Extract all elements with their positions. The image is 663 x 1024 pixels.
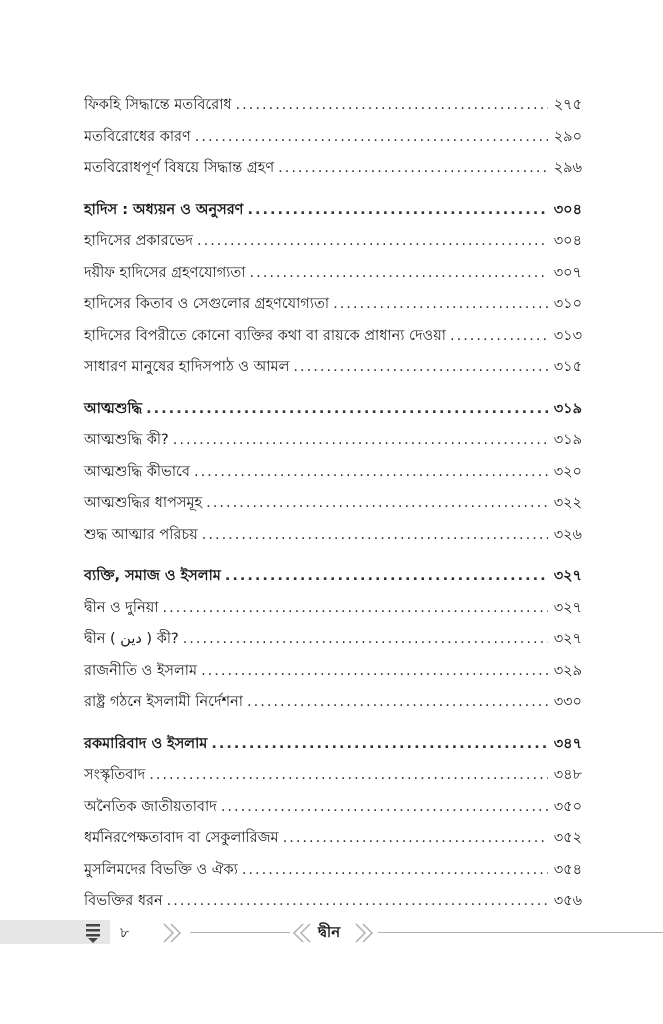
toc-entry[interactable] <box>84 855 582 887</box>
toc-entry[interactable] <box>84 90 582 122</box>
toc-entry-page: ৩০৭ <box>553 264 582 281</box>
toc-chapter-title: আত্মশুদ্ধি <box>84 400 143 417</box>
toc-chapter-page: ৩১৯ <box>553 400 582 417</box>
toc-chapter-title: হাদিস : অধ্যয়ন ও অনুসরণ <box>84 201 244 218</box>
toc-entry-title: সংস্কৃতিবাদ <box>84 767 146 783</box>
toc-entry-page: ৩৫৬ <box>553 893 582 909</box>
footer-rule-right <box>378 932 663 933</box>
toc-entry-title: বিভক্তির ধরন <box>84 893 163 909</box>
toc-entry-title: মতবিরোধের কারণ <box>84 128 191 145</box>
table-of-contents <box>84 90 582 928</box>
toc-entry-title: মুসলিমদের বিভক্তি ও ঐক্য <box>84 861 238 878</box>
dot-leader <box>250 258 548 290</box>
toc-entry-page: ৩৪৮ <box>553 767 582 783</box>
page-marker-icon <box>84 922 104 944</box>
toc-chapter-page: ৩২৭ <box>553 568 582 584</box>
toc-entry-page: ৩০৪ <box>553 233 582 249</box>
toc-entry-page: ৩২৭ <box>553 599 582 616</box>
toc-entry-page: ২৭৫ <box>553 97 582 113</box>
toc-entry-title: রাজনীতি ও ইসলাম <box>84 662 198 679</box>
toc-entry-title: রাষ্ট্র গঠনে ইসলামী নির্দেশনা <box>84 694 243 710</box>
toc-section <box>84 561 582 719</box>
toc-entry-title: আত্মশুদ্ধি কীভাবে <box>84 463 190 480</box>
toc-entry-title: ফিকহি সিদ্ধান্তে মতবিরোধ <box>84 97 232 113</box>
dot-leader <box>450 321 548 353</box>
toc-entry[interactable] <box>84 153 582 185</box>
toc-chapter-heading[interactable] <box>84 195 582 227</box>
footer-rule-left <box>190 932 290 933</box>
toc-entry-title: দয়ীফ হাদিসের গ্রহণযোগ্যতা <box>84 264 246 281</box>
dot-leader <box>146 394 548 426</box>
dot-leader <box>236 90 548 122</box>
toc-chapter-title: ব্যক্তি, সমাজ ও ইসলাম <box>84 568 221 584</box>
toc-entry[interactable] <box>84 488 582 520</box>
toc-entry[interactable] <box>84 352 582 384</box>
toc-entry[interactable] <box>84 258 582 290</box>
toc-entry[interactable] <box>84 656 582 688</box>
toc-entry-page: ৩১৯ <box>553 432 582 448</box>
toc-entry[interactable] <box>84 289 582 321</box>
dot-leader <box>225 561 548 593</box>
toc-entry[interactable] <box>84 122 582 154</box>
dot-leader <box>183 624 548 656</box>
dot-leader <box>201 656 548 688</box>
toc-entry[interactable] <box>84 792 582 824</box>
toc-entry-page: ২৯০ <box>553 128 582 145</box>
chevron-right-icon <box>352 921 376 945</box>
dot-leader <box>202 520 548 552</box>
toc-entry-title: ধর্মনিরপেক্ষতাবাদ বা সেকুলারিজম <box>84 830 279 846</box>
toc-entry[interactable] <box>84 593 582 625</box>
toc-chapter-heading[interactable] <box>84 561 582 593</box>
dot-leader <box>247 687 548 719</box>
toc-entry-title: মতবিরোধপূর্ণ বিষয়ে সিদ্ধান্ত গ্রহণ <box>84 160 275 176</box>
toc-entry[interactable] <box>84 457 582 489</box>
toc-entry[interactable] <box>84 425 582 457</box>
toc-entry-page: ৩৫০ <box>553 798 582 815</box>
dot-leader <box>167 886 548 918</box>
toc-entry-title: সাধারণ মানুষের হাদিসপাঠ ও আমল <box>84 359 290 375</box>
dot-leader <box>195 122 548 154</box>
toc-entry-title: আত্মশুদ্ধি কী? <box>84 432 169 448</box>
toc-entry-title: আত্মশুদ্ধির ধাপসমূহ <box>84 495 203 511</box>
toc-entry[interactable] <box>84 226 582 258</box>
toc-entry-page: ৩১৫ <box>553 359 582 375</box>
toc-entry[interactable] <box>84 886 582 918</box>
toc-entry-page: ৩২২ <box>553 495 582 511</box>
toc-entry-page: ৩২৭ <box>553 631 582 647</box>
toc-section <box>84 90 582 185</box>
toc-entry-title: দ্বীন ( دين ) কী? <box>84 631 179 647</box>
toc-entry-title: হাদিসের প্রকারভেদ <box>84 233 193 249</box>
dot-leader <box>211 729 548 761</box>
toc-entry-page: ৩২৯ <box>553 662 582 679</box>
toc-chapter-title: রকমারিবাদ ও ইসলাম <box>84 735 208 752</box>
toc-entry-title: শুদ্ধ আত্মার পরিচয় <box>84 526 198 543</box>
toc-entry-title: হাদিসের কিতাব ও সেগুলোর গ্রহণযোগ্যতা <box>84 296 330 312</box>
toc-entry-page: ৩১০ <box>553 296 582 312</box>
toc-entry-title: অনৈতিক জাতীয়তাবাদ <box>84 798 217 815</box>
toc-entry-page: ৩৫৪ <box>553 861 582 878</box>
toc-chapter-heading[interactable] <box>84 729 582 761</box>
dot-leader <box>333 289 548 321</box>
toc-chapter-page: ৩৪৭ <box>553 735 582 752</box>
toc-section <box>84 195 582 384</box>
toc-entry-page: ৩৩০ <box>553 694 582 710</box>
toc-entry-page: ৩২০ <box>553 463 582 480</box>
dot-leader <box>173 425 548 457</box>
dot-leader <box>242 855 548 887</box>
dot-leader <box>194 457 548 489</box>
toc-entry[interactable] <box>84 760 582 792</box>
toc-entry[interactable] <box>84 687 582 719</box>
dot-leader <box>278 153 548 185</box>
dot-leader <box>197 226 548 258</box>
toc-entry[interactable] <box>84 520 582 552</box>
page-number: ৮ <box>120 925 130 941</box>
toc-entry-page: ৩১৩ <box>553 327 582 344</box>
book-title: দ্বীন <box>318 923 341 941</box>
toc-section <box>84 729 582 918</box>
dot-leader <box>162 593 548 625</box>
toc-entry-page: ৩৫২ <box>553 830 582 846</box>
dot-leader <box>149 760 548 792</box>
toc-entry-title: হাদিসের বিপরীতে কোনো ব্যক্তির কথা বা রায়কে প্রাধান্য দেওয়া <box>84 327 446 344</box>
dot-leader <box>206 488 548 520</box>
toc-chapter-heading[interactable] <box>84 394 582 426</box>
toc-entry[interactable] <box>84 321 582 353</box>
toc-entry-title: দ্বীন ও দুনিয়া <box>84 599 159 616</box>
dot-leader <box>293 352 548 384</box>
toc-section <box>84 394 582 552</box>
toc-entry[interactable] <box>84 624 582 656</box>
dot-leader <box>283 823 548 855</box>
toc-chapter-page: ৩০৪ <box>553 201 582 218</box>
toc-entry[interactable] <box>84 823 582 855</box>
toc-entry-page: ২৯৬ <box>553 160 582 176</box>
page-footer <box>0 918 663 948</box>
chevron-right-icon <box>160 921 190 945</box>
chevron-left-icon <box>290 921 314 945</box>
dot-leader <box>221 792 548 824</box>
toc-entry-page: ৩২৬ <box>553 526 582 543</box>
dot-leader <box>247 195 548 227</box>
